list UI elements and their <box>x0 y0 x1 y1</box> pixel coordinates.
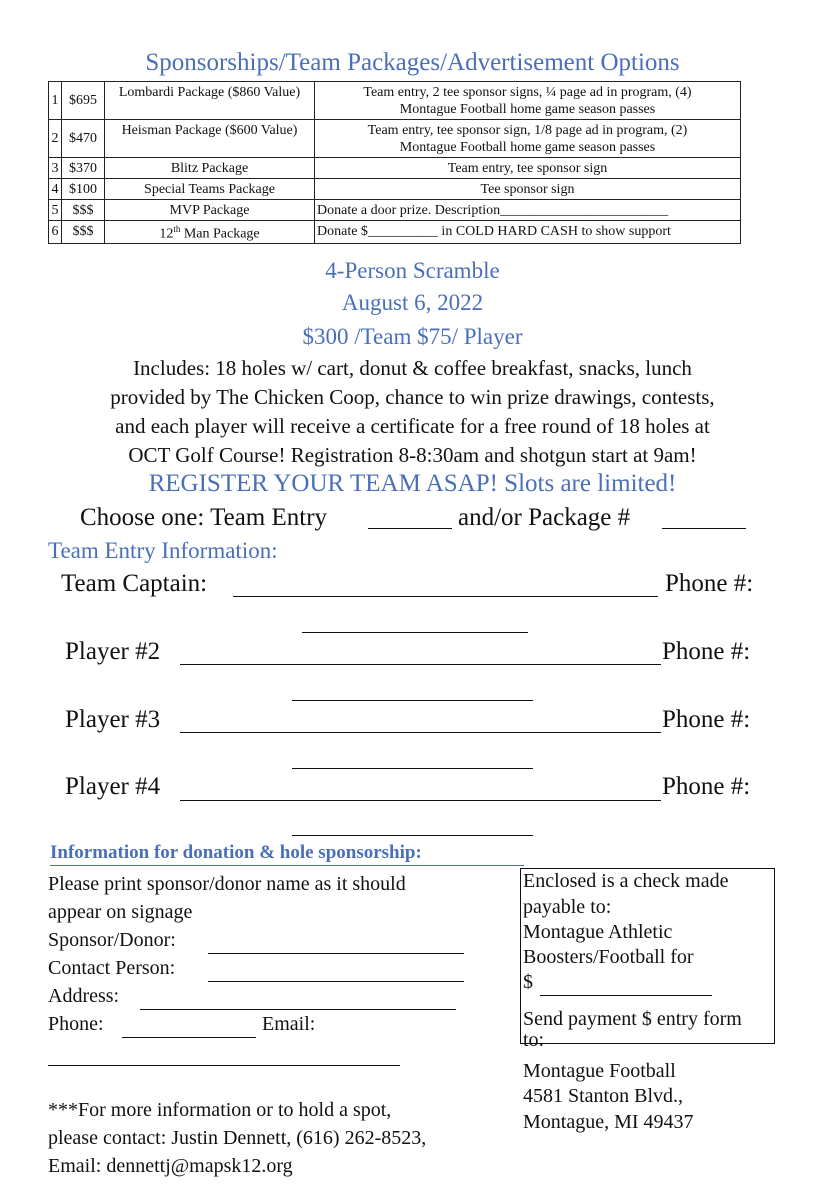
package-name: Special Teams Package <box>105 179 315 200</box>
table-row <box>49 179 741 200</box>
package-description-line: Montague Football home game season passes <box>399 139 656 155</box>
donation-heading-underline <box>50 865 524 866</box>
contact-info-line: ***For more information or to hold a spot, <box>48 1099 392 1121</box>
package-number: 3 <box>49 158 62 179</box>
event-format: 4-Person Scramble <box>325 258 500 283</box>
mailing-address-line: Montague Football <box>523 1060 676 1082</box>
donor-email-field[interactable] <box>48 1065 400 1066</box>
payment-text: Montague Athletic <box>523 921 673 943</box>
package-price: $470 <box>62 120 105 158</box>
package-description: Donate a door prize. Description________________________ <box>315 200 741 221</box>
mailing-address-line: 4581 Stanton Blvd., <box>523 1085 684 1107</box>
payment-amount-field[interactable] <box>540 995 712 996</box>
mailing-address-line: Montague, MI 49437 <box>523 1111 694 1133</box>
phone-label: Phone #: <box>665 570 754 597</box>
package-number: 4 <box>49 179 62 200</box>
payment-text: payable to: <box>523 896 612 918</box>
phone-label: Phone #: <box>662 706 751 733</box>
choose-team-entry-label: Choose one: Team Entry <box>80 504 328 531</box>
send-payment-text: Send payment $ entry form <box>523 1008 742 1030</box>
package-description: Team entry, tee sponsor sign <box>315 158 741 179</box>
send-payment-text: to: <box>523 1029 545 1051</box>
team-captain-field[interactable] <box>233 596 658 597</box>
team-captain-phone-field[interactable] <box>302 632 528 633</box>
table-row <box>49 120 741 158</box>
event-date: August 6, 2022 <box>341 290 484 315</box>
choose-package-label: and/or Package # <box>458 504 631 531</box>
player-4-phone-field[interactable] <box>292 835 533 836</box>
player-3-phone-field[interactable] <box>292 768 533 769</box>
package-description <box>315 82 741 120</box>
donation-instruction: appear on signage <box>48 901 193 923</box>
contact-person-field[interactable] <box>208 981 464 982</box>
address-field[interactable] <box>140 1009 456 1010</box>
package-number-blank[interactable] <box>662 528 746 529</box>
package-description <box>315 120 741 158</box>
contact-person-label: Contact Person: <box>48 957 176 979</box>
table-row <box>49 82 741 120</box>
package-description-line: Montague Football home game season passes <box>399 101 656 117</box>
package-name: Heisman Package ($600 Value) <box>105 120 315 158</box>
package-name: MVP Package <box>105 200 315 221</box>
package-name: Blitz Package <box>105 158 315 179</box>
donation-heading: Information for donation & hole sponsorship: <box>50 842 422 863</box>
register-banner: REGISTER YOUR TEAM ASAP! Slots are limited! <box>148 470 677 497</box>
team-captain-label: Team Captain: <box>61 570 208 597</box>
package-number: 5 <box>49 200 62 221</box>
package-price: $$$ <box>62 200 105 221</box>
payment-dollar-label: $ <box>523 971 533 993</box>
event-includes-line: Includes: 18 holes w/ cart, donut & coffee breakfast, snacks, lunch <box>133 356 692 380</box>
table-row <box>49 158 741 179</box>
player-3-field[interactable] <box>180 732 661 733</box>
donor-phone-field[interactable] <box>122 1037 256 1038</box>
contact-info-line: please contact: Justin Dennett, (616) 262-8523, <box>48 1127 427 1149</box>
player-4-field[interactable] <box>180 800 661 801</box>
package-name: Lombardi Package ($860 Value) <box>105 82 315 120</box>
team-entry-heading: Team Entry Information: <box>48 538 278 563</box>
phone-label: Phone #: <box>662 638 751 665</box>
donation-instruction: Please print sponsor/donor name as it should <box>48 873 406 895</box>
player-2-field[interactable] <box>180 664 661 665</box>
package-number: 1 <box>49 82 62 120</box>
package-description-line: Team entry, tee sponsor sign, 1/8 page ad in program, (2) <box>367 122 688 138</box>
event-includes-line: and each player will receive a certificate for a free round of 18 holes at <box>115 414 710 438</box>
sponsor-donor-field[interactable] <box>208 953 464 954</box>
player-2-label: Player #2 <box>65 638 161 665</box>
packages-table <box>48 81 741 244</box>
player-2-phone-field[interactable] <box>292 700 533 701</box>
address-label: Address: <box>48 985 120 1007</box>
event-includes-line: OCT Golf Course! Registration 8-8:30am and shotgun start at 9am! <box>128 443 697 467</box>
package-number: 2 <box>49 120 62 158</box>
event-includes-line: provided by The Chicken Coop, chance to win prize drawings, contests, <box>110 385 715 409</box>
package-name: 12th Man Package <box>105 221 315 244</box>
table-row <box>49 200 741 221</box>
sponsor-donor-label: Sponsor/Donor: <box>48 929 176 951</box>
package-description: Tee sponsor sign <box>315 179 741 200</box>
package-price: $370 <box>62 158 105 179</box>
package-description-line: Team entry, 2 tee sponsor signs, ¼ page ad in program, (4) <box>363 84 692 100</box>
contact-email: Email: dennettj@mapsk12.org <box>48 1155 293 1177</box>
player-4-label: Player #4 <box>65 773 161 800</box>
payment-text: Enclosed is a check made <box>523 870 729 892</box>
team-entry-blank[interactable] <box>368 528 452 529</box>
payment-text: Boosters/Football for <box>523 946 694 968</box>
event-price: $300 /Team $75/ Player <box>302 324 523 349</box>
table-row <box>49 221 741 244</box>
phone-label: Phone #: <box>662 773 751 800</box>
donor-phone-label: Phone: <box>48 1013 104 1035</box>
package-description: Donate $__________ in COLD HARD CASH to show support <box>315 221 741 244</box>
player-3-label: Player #3 <box>65 706 161 733</box>
package-number: 6 <box>49 221 62 244</box>
package-price: $695 <box>62 82 105 120</box>
package-price: $100 <box>62 179 105 200</box>
package-price: $$$ <box>62 221 105 244</box>
page-title: Sponsorships/Team Packages/Advertisement Options <box>145 49 680 76</box>
donor-email-label: Email: <box>262 1013 316 1035</box>
